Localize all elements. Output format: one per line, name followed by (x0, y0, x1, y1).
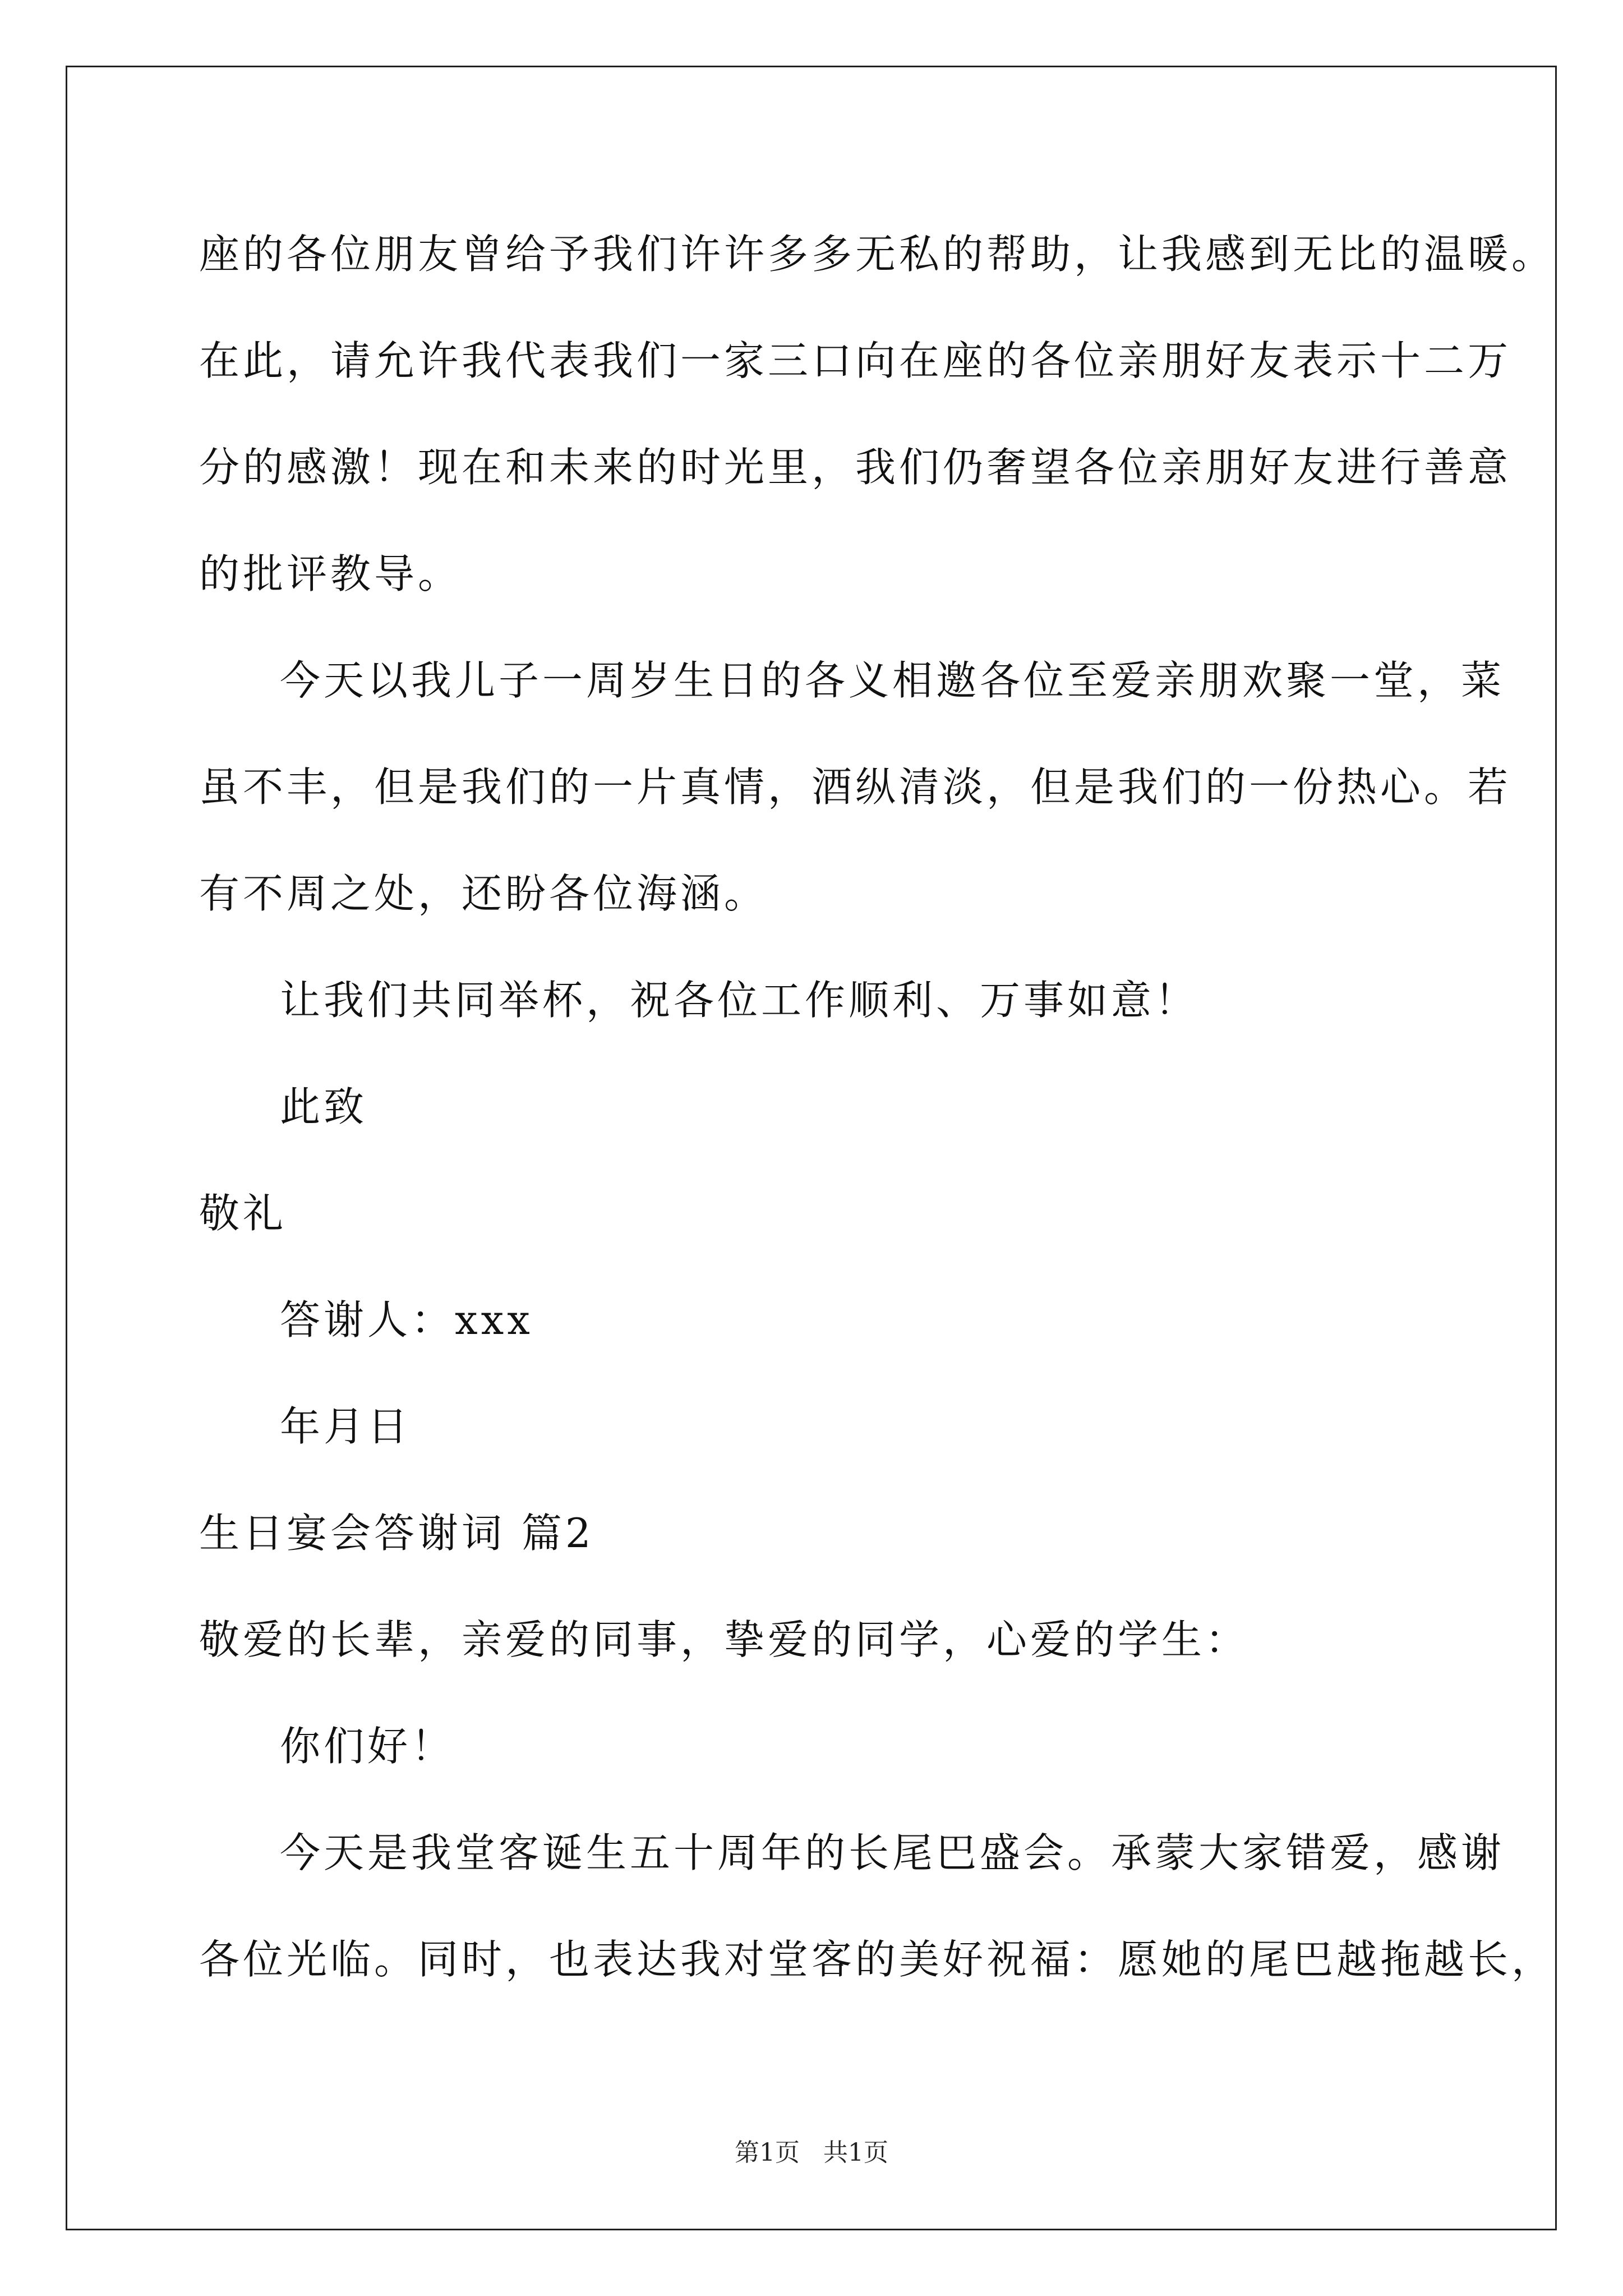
text-line: 分的感激！现在和未来的时光里，我们仍奢望各位亲朋好友进行善意 (199, 444, 1512, 491)
closing-respect: 敬礼 (199, 1190, 287, 1237)
section-heading: 生日宴会答谢词 篇2 (199, 1510, 594, 1557)
text-line: 各位光临。同时，也表达我对堂客的美好祝福：愿她的尾巴越拖越长， (199, 1936, 1556, 1983)
text-line: 的批评教导。 (199, 550, 462, 597)
text-line: 虽不丰，但是我们的一片真情，酒纵清淡，但是我们的一份热心。若 (199, 763, 1512, 811)
text-line: 座的各位朋友曾给予我们许许多多无私的帮助，让我感到无比的温暖。 (199, 231, 1556, 278)
page-border (66, 66, 1557, 2230)
text-line: 在此，请允许我代表我们一家三口向在座的各位亲朋好友表示十二万 (199, 337, 1512, 384)
page-number-current: 第1页 (735, 2138, 800, 2167)
date-line: 年月日 (280, 1403, 412, 1450)
greeting-hello: 你们好！ (280, 1723, 455, 1770)
closing-salutation: 此致 (280, 1083, 368, 1130)
paragraph-start: 今天是我堂客诞生五十周年的长尾巴盛会。承蒙大家错爱，感谢 (280, 1829, 1505, 1876)
paragraph-start: 今天以我儿子一周岁生日的各义相邀各位至爱亲朋欢聚一堂，菜 (280, 657, 1505, 704)
page-footer (0, 2132, 1623, 2168)
page-number-total: 共1页 (823, 2138, 888, 2167)
signature-line: 答谢人：xxx (280, 1296, 533, 1343)
greeting-line: 敬爱的长辈，亲爱的同事，挚爱的同学，心爱的学生： (199, 1616, 1249, 1663)
text-line: 有不周之处，还盼各位海涵。 (199, 870, 768, 917)
paragraph-start: 让我们共同举杯，祝各位工作顺利、万事如意！ (280, 977, 1199, 1024)
